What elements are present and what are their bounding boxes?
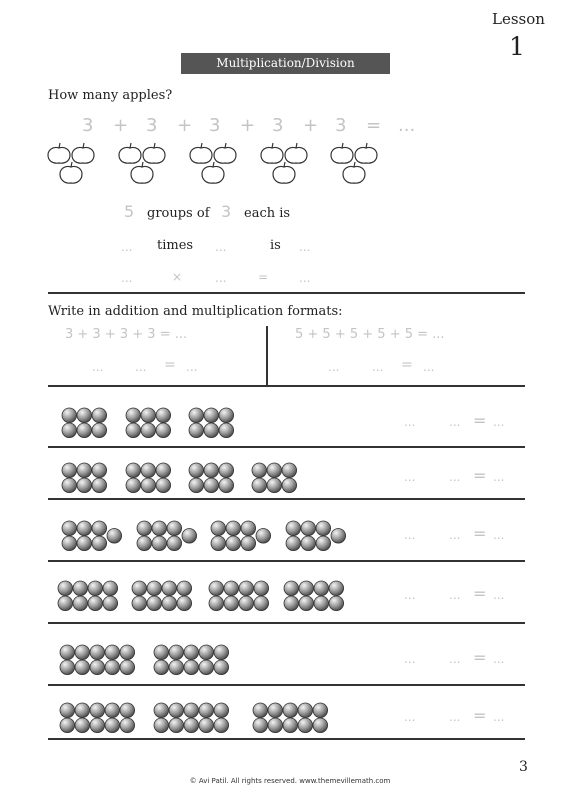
ball — [92, 423, 107, 438]
ball — [177, 581, 192, 596]
ball — [283, 718, 298, 733]
is-label: is — [270, 238, 281, 253]
ball — [214, 645, 229, 660]
answer-blank: ... — [493, 528, 505, 542]
ball — [90, 645, 105, 660]
ball — [77, 521, 92, 536]
ball — [284, 581, 299, 596]
right-addition-expression: 5 + 5 + 5 + 5 + 5 = ... — [295, 327, 445, 342]
ball — [58, 581, 73, 596]
ball-group — [209, 519, 273, 553]
ball — [60, 660, 75, 675]
ball-group — [152, 643, 231, 677]
ball — [152, 536, 167, 551]
ball-group — [135, 519, 199, 553]
equation-plus: + — [177, 115, 193, 136]
ball — [169, 660, 184, 675]
ball — [254, 581, 269, 596]
ball — [141, 423, 156, 438]
ball-group — [251, 701, 330, 735]
ball — [154, 645, 169, 660]
ball — [62, 423, 77, 438]
ball — [62, 536, 77, 551]
ball — [184, 703, 199, 718]
ball — [301, 536, 316, 551]
ball — [331, 529, 346, 544]
equals-sign: = — [164, 357, 176, 373]
apple-group-icon — [260, 142, 310, 186]
ball — [77, 478, 92, 493]
ball — [137, 536, 152, 551]
ball-group — [58, 701, 137, 735]
answer-blank: ... — [449, 415, 461, 429]
divider — [48, 385, 525, 387]
ball — [226, 521, 241, 536]
ball — [214, 703, 229, 718]
ball — [184, 660, 199, 675]
ball — [73, 596, 88, 611]
ball — [88, 596, 103, 611]
ball-group — [284, 519, 348, 553]
ball — [329, 581, 344, 596]
ball — [105, 660, 120, 675]
answer-blank: ... — [449, 588, 461, 602]
lesson-label: Lesson — [492, 10, 545, 28]
apple-group-icon — [47, 142, 97, 186]
ball — [105, 718, 120, 733]
ball — [299, 596, 314, 611]
ball — [126, 423, 141, 438]
answer-blank: ... — [493, 588, 505, 602]
ball — [286, 521, 301, 536]
ball — [182, 529, 197, 544]
ball — [219, 463, 234, 478]
ball — [103, 581, 118, 596]
blank: ... — [186, 360, 198, 374]
ball — [239, 581, 254, 596]
ball-group — [60, 406, 109, 440]
ball-group — [187, 406, 236, 440]
ball — [169, 718, 184, 733]
ball — [126, 408, 141, 423]
ball — [105, 703, 120, 718]
ball — [252, 478, 267, 493]
ball — [92, 521, 107, 536]
ball — [120, 645, 135, 660]
answer-equals-sign: = — [473, 411, 487, 430]
ball — [199, 660, 214, 675]
ball — [211, 521, 226, 536]
equation-plus: + — [303, 115, 319, 136]
ball — [199, 718, 214, 733]
ball — [75, 660, 90, 675]
ball — [299, 581, 314, 596]
blank: ... — [215, 271, 227, 285]
ball — [126, 478, 141, 493]
ball — [141, 463, 156, 478]
ball — [132, 596, 147, 611]
ball — [253, 703, 268, 718]
page-title: Multiplication/Division — [181, 53, 390, 74]
ball — [154, 718, 169, 733]
ball — [314, 596, 329, 611]
answer-equals-sign: = — [473, 524, 487, 543]
footer-copyright: © Avi Patil. All rights reserved. www.themevillemath.com — [189, 777, 391, 785]
ball — [156, 478, 171, 493]
ball — [224, 596, 239, 611]
ball — [77, 463, 92, 478]
ball — [147, 596, 162, 611]
ball — [256, 529, 271, 544]
blank: ... — [299, 271, 311, 285]
ball — [177, 596, 192, 611]
answer-blank: ... — [493, 652, 505, 666]
equation-equals: = — [366, 115, 382, 136]
divider — [48, 498, 525, 500]
ball — [298, 718, 313, 733]
ball — [219, 408, 234, 423]
times-sign: × — [172, 270, 183, 284]
blank: ... — [92, 360, 104, 374]
groups-value: 5 — [124, 202, 135, 221]
ball — [92, 478, 107, 493]
ball-group — [58, 643, 137, 677]
each-value: 3 — [221, 202, 232, 221]
equals-sign: = — [401, 357, 413, 373]
ball — [219, 478, 234, 493]
blank: ... — [423, 360, 435, 374]
ball — [209, 596, 224, 611]
ball — [141, 478, 156, 493]
answer-equals-sign: = — [473, 584, 487, 603]
blank: ... — [135, 360, 147, 374]
ball — [284, 596, 299, 611]
answer-blank: ... — [404, 528, 416, 542]
ball — [60, 718, 75, 733]
ball — [204, 423, 219, 438]
blank: ... — [328, 360, 340, 374]
ball — [254, 596, 269, 611]
divider — [48, 622, 525, 624]
ball-group — [60, 461, 109, 495]
ball — [189, 463, 204, 478]
divider — [48, 560, 525, 562]
equation-term: 3 — [146, 115, 158, 136]
answer-blank: ... — [449, 652, 461, 666]
ball — [90, 660, 105, 675]
ball — [267, 463, 282, 478]
ball — [58, 596, 73, 611]
ball — [283, 703, 298, 718]
blank: ... — [121, 240, 133, 254]
answer-blank: ... — [493, 415, 505, 429]
equation-answer-blank: ... — [398, 115, 416, 136]
page-number: 3 — [519, 759, 528, 775]
blank: ... — [121, 271, 133, 285]
blank: ... — [372, 360, 384, 374]
ball-group — [124, 461, 173, 495]
apple-group-icon — [118, 142, 168, 186]
apple-group-icon — [189, 142, 239, 186]
ball — [156, 408, 171, 423]
left-addition-expression: 3 + 3 + 3 + 3 = ... — [65, 327, 188, 342]
equals-sign: = — [258, 270, 269, 284]
ball — [298, 703, 313, 718]
ball — [189, 408, 204, 423]
ball — [204, 478, 219, 493]
ball-group — [282, 579, 346, 613]
ball — [120, 660, 135, 675]
ball — [120, 718, 135, 733]
ball — [73, 581, 88, 596]
ball — [214, 660, 229, 675]
ball — [252, 463, 267, 478]
ball — [301, 521, 316, 536]
ball — [75, 718, 90, 733]
ball-group — [130, 579, 194, 613]
ball — [62, 463, 77, 478]
ball — [316, 536, 331, 551]
ball — [169, 645, 184, 660]
answer-blank: ... — [493, 710, 505, 724]
ball — [167, 536, 182, 551]
ball — [75, 703, 90, 718]
answer-blank: ... — [404, 470, 416, 484]
equation-term: 3 — [209, 115, 221, 136]
answer-blank: ... — [493, 470, 505, 484]
ball-group — [124, 406, 173, 440]
ball — [90, 718, 105, 733]
ball — [184, 645, 199, 660]
ball — [199, 703, 214, 718]
ball — [62, 521, 77, 536]
question-text: How many apples? — [48, 88, 173, 103]
ball — [162, 581, 177, 596]
ball — [209, 581, 224, 596]
ball — [126, 463, 141, 478]
ball — [224, 581, 239, 596]
ball — [120, 703, 135, 718]
ball — [105, 645, 120, 660]
ball — [162, 596, 177, 611]
answer-blank: ... — [404, 588, 416, 602]
equation-plus: + — [240, 115, 256, 136]
ball — [329, 596, 344, 611]
ball — [137, 521, 152, 536]
ball — [77, 408, 92, 423]
ball — [169, 703, 184, 718]
divider — [48, 292, 525, 294]
ball — [268, 703, 283, 718]
ball — [189, 478, 204, 493]
ball — [211, 536, 226, 551]
ball-group — [187, 461, 236, 495]
ball — [253, 718, 268, 733]
answer-blank: ... — [449, 470, 461, 484]
equation-term: 3 — [82, 115, 94, 136]
ball — [92, 536, 107, 551]
divider — [48, 446, 525, 448]
ball — [189, 423, 204, 438]
each-is-label: each is — [244, 206, 291, 221]
ball — [154, 703, 169, 718]
equation-term: 3 — [272, 115, 284, 136]
ball-group — [152, 701, 231, 735]
groups-of-label: groups of — [147, 206, 210, 221]
ball — [282, 478, 297, 493]
answer-blank: ... — [449, 528, 461, 542]
column-divider — [266, 326, 268, 386]
ball — [226, 536, 241, 551]
blank: ... — [215, 240, 227, 254]
ball — [241, 521, 256, 536]
ball — [282, 463, 297, 478]
ball — [62, 478, 77, 493]
equation-plus: + — [113, 115, 129, 136]
ball-group — [60, 519, 124, 553]
ball — [152, 521, 167, 536]
answer-equals-sign: = — [473, 466, 487, 485]
ball — [286, 536, 301, 551]
ball — [132, 581, 147, 596]
ball — [241, 536, 256, 551]
apple-group-icon — [330, 142, 380, 186]
answer-blank: ... — [404, 415, 416, 429]
ball — [107, 529, 122, 544]
ball — [141, 408, 156, 423]
ball — [60, 645, 75, 660]
ball — [77, 423, 92, 438]
ball — [62, 408, 77, 423]
divider — [48, 684, 525, 686]
ball — [313, 718, 328, 733]
ball — [204, 408, 219, 423]
ball — [156, 463, 171, 478]
ball — [154, 660, 169, 675]
ball-group — [207, 579, 271, 613]
ball — [92, 408, 107, 423]
ball — [77, 536, 92, 551]
ball-group — [250, 461, 299, 495]
ball — [103, 596, 118, 611]
ball — [88, 581, 103, 596]
ball — [219, 423, 234, 438]
ball — [199, 645, 214, 660]
ball — [60, 703, 75, 718]
answer-equals-sign: = — [473, 706, 487, 725]
blank: ... — [299, 240, 311, 254]
divider — [48, 738, 525, 740]
answer-equals-sign: = — [473, 648, 487, 667]
ball — [156, 423, 171, 438]
ball — [92, 463, 107, 478]
ball — [268, 718, 283, 733]
ball-group — [56, 579, 120, 613]
times-label: times — [157, 238, 194, 253]
ball — [239, 596, 254, 611]
section-title: Write in addition and multiplication formats: — [48, 304, 343, 319]
ball — [314, 581, 329, 596]
ball — [316, 521, 331, 536]
lesson-number: 1 — [509, 32, 525, 61]
answer-blank: ... — [449, 710, 461, 724]
equation-term: 3 — [335, 115, 347, 136]
answer-blank: ... — [404, 710, 416, 724]
ball — [267, 478, 282, 493]
ball — [204, 463, 219, 478]
ball — [167, 521, 182, 536]
ball — [214, 718, 229, 733]
answer-blank: ... — [404, 652, 416, 666]
ball — [184, 718, 199, 733]
ball — [90, 703, 105, 718]
ball — [75, 645, 90, 660]
ball — [313, 703, 328, 718]
ball — [147, 581, 162, 596]
